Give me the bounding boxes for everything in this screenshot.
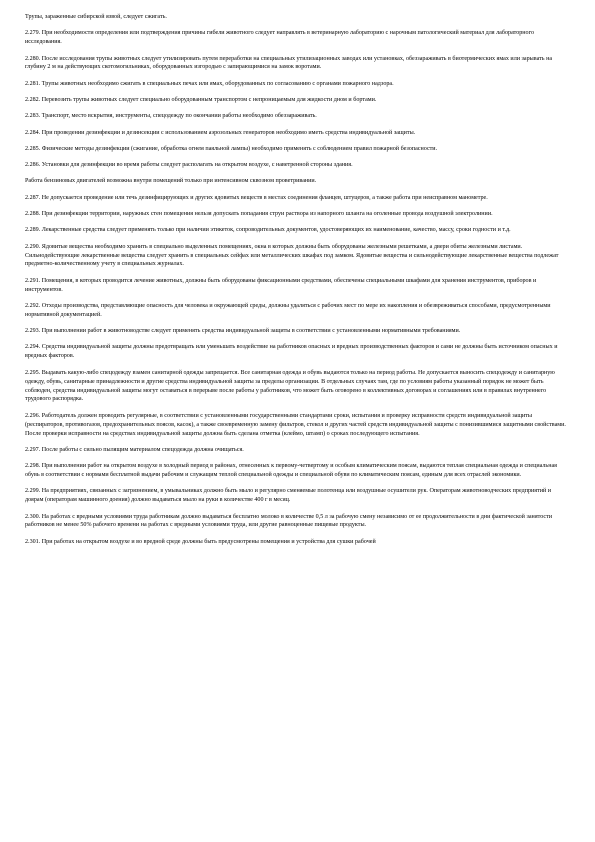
paragraph: 2.293. При выполнении работ в животноводстве следует применять средства индивидуальной защиты в соответствии с установленными нормативными требованиями. bbox=[25, 328, 461, 335]
paragraph: 2.283. Транспорт, место вскрытия, инструменты, спецодежду по окончании работы необходимо обеззараживать. bbox=[25, 113, 317, 120]
paragraph: 2.299. На предприятиях, связанных с загрязнением, в умывальниках должно быть мыло и регулярно сменяемые полотенца или воздушные осушители рук. Операторам животноводческих предприятий и доярам (операторам машинного доения) должно выдаваться мыло на руки в количестве 400 г в месяц. bbox=[25, 488, 552, 504]
paragraph: 2.295. Выдавать какую-либо спецодежду взамен санитарной одежды запрещается. Все санитарная одежда и обувь выдаются только на период работы. Не допускается выносить спецодежду и санитарную одежду, обувь, санитарные принадлежности и другие средства индивидуальной защиты за пределы организации. В отдельных случаях там, где по условиям работы указанный порядок не может быть соблюден, средства индивидуальной защиты могут оставаться в перерыве после работы у работников, что может быть оговорено в коллективных договорах и соглашениях или в правилах внутреннего трудового распорядка. bbox=[25, 369, 555, 403]
paragraph: 2.292. Отходы производства, представляющие опасность для человека и окружающей среды, должны удаляться с рабочих мест по мере их накопления и обезвреживаться способами, предусмотренными нормативной документацией. bbox=[25, 302, 551, 318]
paragraph: 2.282. Перевозить трупы животных следует специально оборудованным транспортом с непроницаемым для жидкости дном и бортами. bbox=[25, 97, 377, 103]
paragraph: 2.280. После исследования трупы животных следует утилизировать путем переработки на специальных утилизационных заводах или установках, обеззараживать в биотермических ямах или зарывать на глубину 2 м на действующих скотомогильниках, оборудованных изгородью с запирающимися на замок воротами. bbox=[25, 55, 553, 71]
paragraph: 2.281. Трупы животных необходимо сжигать в специальных печах или ямах, оборудованных по согласованию с органами пожарного надзора. bbox=[25, 80, 394, 87]
paragraph: 2.289. Лекарственные средства следует применять только при наличии этикеток, сопроводительных документов, удостоверяющих их наименование, качество, массу, сроки годности и т.д. bbox=[25, 227, 511, 234]
paragraph: 2.297. После работы с сильно пылящим материалом спецодежда должна очищаться. bbox=[25, 446, 244, 453]
paragraph: 2.279. При необходимости определения или подтверждения причины гибели животного следует направлять в ветеринарную лабораторию с нарочным патологический материал для лабораторного исследования. bbox=[25, 30, 535, 46]
paragraph: 2.287. Не допускается проведение или течь дезинфицирующих и других ядовитых веществ в местах соединения фланцев, штуцеров, а также работа при неисправном манометре. bbox=[25, 194, 488, 201]
paragraph: 2.298. При выполнении работ на открытом воздухе в холодный период в районах, отнесенных к первому-четвертому и особым климатическим поясам, выдаются теплая специальная одежда и специальная обувь в соответствии с нормами бесплатной выдачи рабочим и служащим теплой специальной одежды и специальной обуви по климатическим поясам, единым для всех отраслей экономики. bbox=[25, 463, 557, 479]
paragraph: 2.291. Помещения, в которых проводится лечение животных, должны быть оборудованы фиксационными средствами, обеспечены специальными шкафами для хранения инструментов, приборов и инструментов. bbox=[25, 277, 537, 293]
document-body bbox=[25, 13, 570, 554]
paragraph: 2.300. На работах с вредными условиями труда работникам должно выдаваться бесплатно молоко в количестве 0,5 л за рабочую смену независимо от ее продолжительности в дни фактической занятости работников не менее 50% рабочего времени на работах с вредными условиями труда, или другие равноценные пищевые продукты. bbox=[25, 513, 553, 529]
paragraph: 2.296. Работодатель должен проводить регулярные, в соответствии с установленными государственными стандартами сроки, испытания и проверку исправности средств индивидуальной защиты (респираторов, противогазов, предохранительных поясов, касок), а также своевременную замену фильтров, стекол и других частей средств индивидуальной защиты с понизившимися защитными свойствами. После проверки исправности на средствах индивидуальной защиты должна быть сделана отметка (клеймо, штамп) о сроках последующего испытания. bbox=[25, 412, 566, 437]
paragraph: 2.286. Установки для дезинфекции во время работы следует располагать на открытом воздухе, с наветренной стороны здания. bbox=[25, 162, 353, 169]
paragraph: 2.285. Физические методы дезинфекции (сжигание, обработка огнем паяльной лампы) необходимо применять с соблюдением правил пожарной безопасности. bbox=[25, 145, 438, 152]
paragraph: 2.294. Средства индивидуальной защиты должны предотвращать или уменьшать воздействие на работников опасных и вредных производственных факторов и сами не должны быть источником опасных и вредных факторов. bbox=[25, 344, 558, 360]
paragraph: Трупы, зараженные сибирской язвой, следует сжигать. bbox=[25, 14, 167, 20]
paragraph: 2.288. При дезинфекции территории, наружных стен помещения нельзя допускать попадания струи раствора из напорного шланга на оголенные провода воздушной электролинии. bbox=[25, 211, 493, 218]
paragraph: 2.301. При работах на открытом воздухе и во вредной среде должны быть предусмотрены помещения и устройства для сушки рабочей bbox=[25, 538, 376, 545]
paragraph: 2.290. Ядовитые вещества необходимо хранить в специально выделенных помещениях, окна в которых должны быть оборудованы железными решетками, а двери обиты железными листами. Сильнодействующие лекарственные вещества следует хранить в специальных сейфах или металлических шкафах под замком. Ядовитые вещества и сильнодействующие лекарственные вещества подлежат предметно-количественному учету в специальных журналах. bbox=[25, 243, 559, 268]
paragraph: Работа бензиновых двигателей возможна внутри помещений только при интенсивном сквозном проветривании. bbox=[25, 178, 317, 185]
paragraph: 2.284. При проведении дезинфекции и дезинсекции с использованием аэрозольных генераторов необходимо иметь средства индивидуальной защиты. bbox=[25, 129, 416, 136]
